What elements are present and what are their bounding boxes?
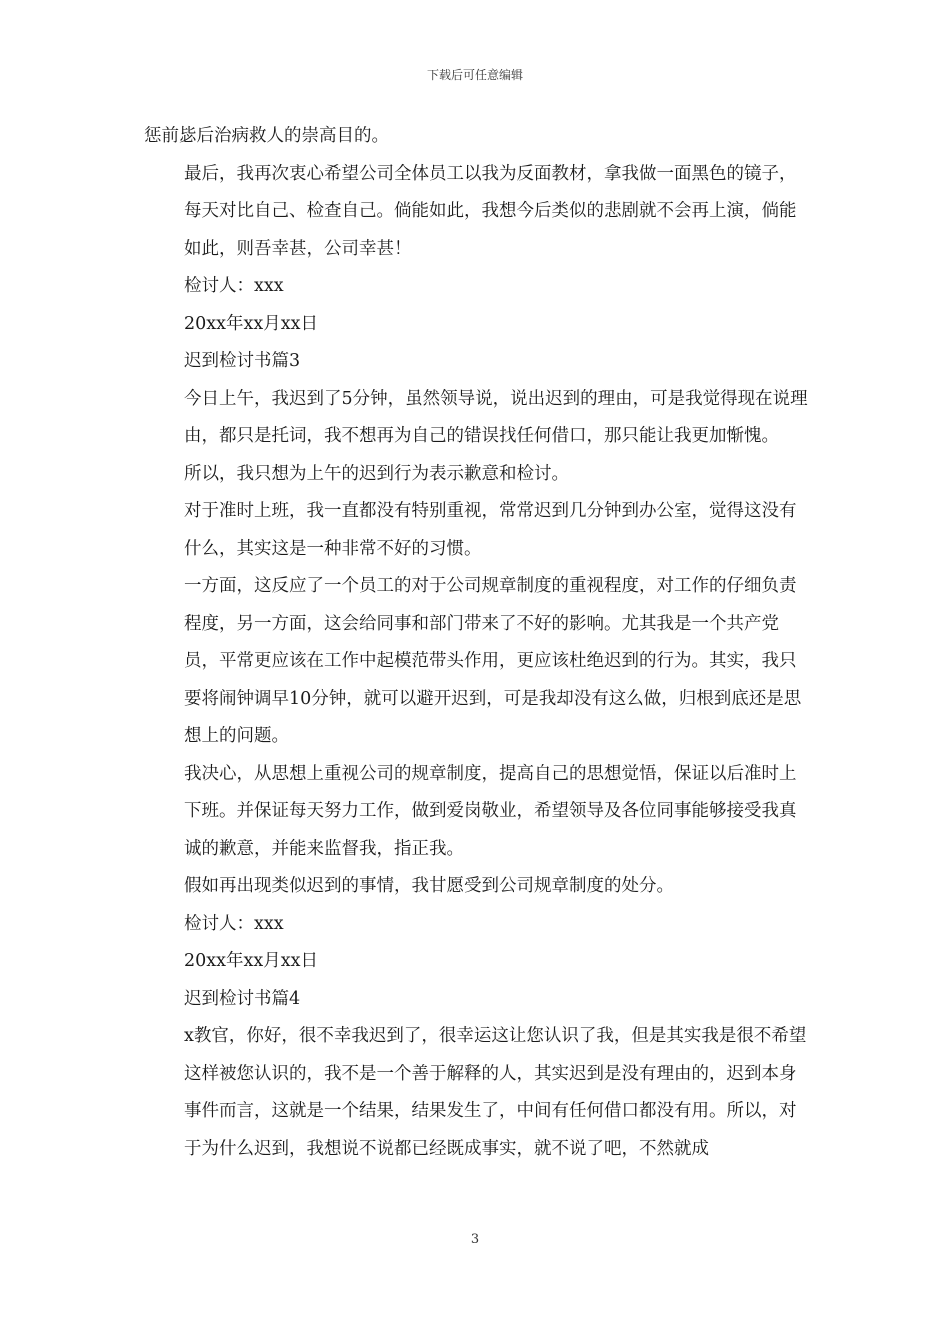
date-line: 20xx年xx月xx日 <box>184 313 318 334</box>
paragraph: x教官，你好，很不幸我迟到了，很幸运这让您认识了我，但是其实我是很不希望这样被您认识的，我不是一个善于解释的人，其实迟到是没有理由的，迟到本身事件而言，这就是一个结果，结果发生了，中间有任何借口都没有用。所以，对于为什么迟到，我想说不说都已经既成事实，就不说了吧，不然就成 <box>184 1026 807 1159</box>
paragraph: 所以，我只想为上午的迟到行为表示歉意和检讨。 <box>184 463 569 484</box>
section-title: 迟到检讨书篇3 <box>184 351 301 371</box>
paragraph: 我决心，从思想上重视公司的规章制度，提高自己的思想觉悟，保证以后准时上下班。并保证每天努力工作，做到爱岗敬业，希望领导及各位同事能够接受我真诚的歉意，并能来监督我，指正我。 <box>184 763 797 859</box>
paragraph: 惩前毖后治病救人的崇高目的。 <box>144 126 389 146</box>
document-body <box>144 118 808 1168</box>
paragraph: 假如再出现类似迟到的事情，我甘愿受到公司规章制度的处分。 <box>184 876 674 896</box>
paragraph: 对于准时上班，我一直都没有特别重视，常常迟到几分钟到办公室，觉得这没有什么，其实这是一种非常不好的习惯。 <box>184 501 797 559</box>
paragraph: 一方面，这反应了一个员工的对于公司规章制度的重视程度，对工作的仔细负责程度，另一方面，这会给同事和部门带来了不好的影响。尤其我是一个共产党员，平常更应该在工作中起模范带头作用，更应该杜绝迟到的行为。其实，我只要将闹钟调早10分钟，就可以避开迟到，可是我却没有这么做，归根到底还是思想上的问题。 <box>184 576 802 746</box>
signature-line: 检讨人：xxx <box>184 913 284 934</box>
date-line: 20xx年xx月xx日 <box>184 951 318 971</box>
page-header: 下载后可任意编辑 <box>426 68 523 82</box>
paragraph: 最后，我再次衷心希望公司全体员工以我为反面教材，拿我做一面黑色的镜子，每天对比自己、检查自己。倘能如此，我想今后类似的悲剧就不会再上演，倘能如此，则吾幸甚，公司幸甚！ <box>184 163 797 259</box>
paragraph: 今日上午，我迟到了5分钟，虽然领导说，说出迟到的理由，可是我觉得现在说理由，都只是托词，我不想再为自己的错误找任何借口，那只能让我更加惭愧。 <box>184 388 808 446</box>
page-number: 3 <box>470 1232 480 1247</box>
section-title: 迟到检讨书篇4 <box>184 988 301 1009</box>
signature-line: 检讨人：xxx <box>184 276 284 296</box>
